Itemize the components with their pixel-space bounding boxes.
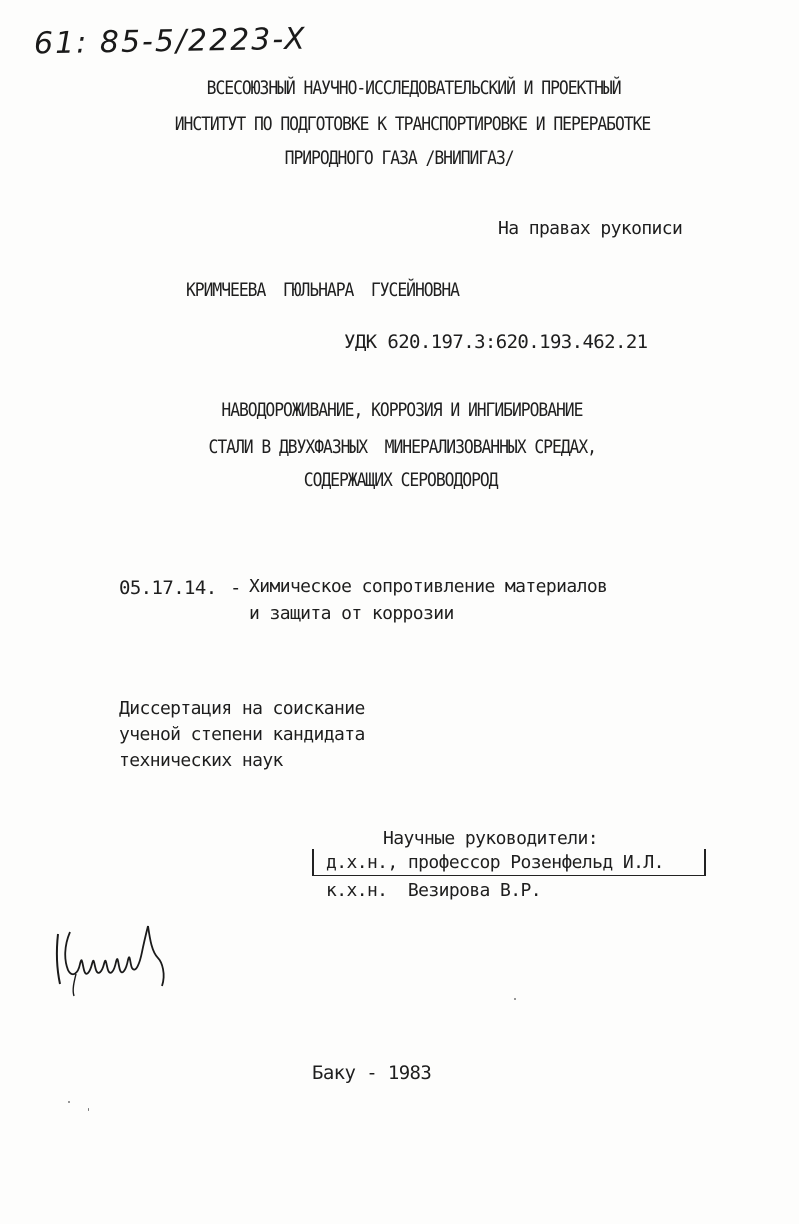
institute-header-line2: [0, 113, 799, 135]
advisor-2: к.х.н. Везирова В.Р.: [326, 880, 541, 901]
specialty-name-line2: и защита от коррозии: [249, 603, 454, 624]
scan-speck: [68, 1101, 70, 1103]
author-name-text: КРИМЧЕЕВА ГЮЛЬНАРА ГУСЕЙНОВНА: [186, 279, 459, 301]
institute-line2-text: ИНСТИТУТ ПО ПОДГОТОВКЕ К ТРАНСПОРТИРОВКЕ И ПЕРЕРАБОТКЕ: [174, 113, 651, 135]
institute-line1-text: ВСЕСОЮЗНЫЙ НАУЧНО-ИССЛЕДОВАТЕЛЬСКИЙ И ПРОЕКТНЫЙ: [206, 77, 621, 99]
institute-line3-text: ПРИРОДНОГО ГАЗА /ВНИПИГАЗ/: [285, 147, 514, 169]
institute-header-line3: [0, 147, 799, 169]
author-name: [186, 279, 586, 301]
place-year: Баку - 1983: [312, 1062, 432, 1084]
title-line2-text: СТАЛИ В ДВУХФАЗНЫХ МИНЕРАЛИЗОВАННЫХ СРЕДАХ,: [208, 436, 597, 458]
signature: [48, 912, 178, 1002]
specialty-name-line1: Химическое сопротивление материалов: [249, 576, 608, 597]
title-line1-text: НАВОДОРОЖИВАНИЕ, КОРРОЗИЯ И ИНГИБИРОВАНИЕ: [220, 399, 583, 421]
dissertation-line2: ученой степени кандидата: [119, 724, 365, 745]
dissertation-line3: технических наук: [119, 750, 283, 771]
specialty-code: 05.17.14.: [119, 577, 217, 599]
manuscript-rights-note: На правах рукописи: [498, 218, 683, 239]
advisor-1: д.х.н., профессор Розенфельд И.Л.: [326, 852, 664, 873]
institute-header-line1: [0, 77, 799, 99]
title-line1: [0, 399, 799, 421]
scan-speck: [514, 998, 516, 1000]
title-line3-text: СОДЕРЖАЩИХ СЕРОВОДОРОД: [303, 469, 498, 491]
scan-speck: [88, 1108, 89, 1111]
udc-code: УДК 620.197.3:620.193.462.21: [344, 331, 648, 353]
advisors-heading: Научные руководители:: [383, 828, 598, 849]
specialty-dash: -: [230, 577, 241, 599]
archive-mark: 61: 85-5/2223-X: [33, 21, 307, 62]
dissertation-line1: Диссертация на соискание: [119, 698, 365, 719]
title-line2: [0, 436, 799, 458]
title-line3: [0, 469, 799, 491]
